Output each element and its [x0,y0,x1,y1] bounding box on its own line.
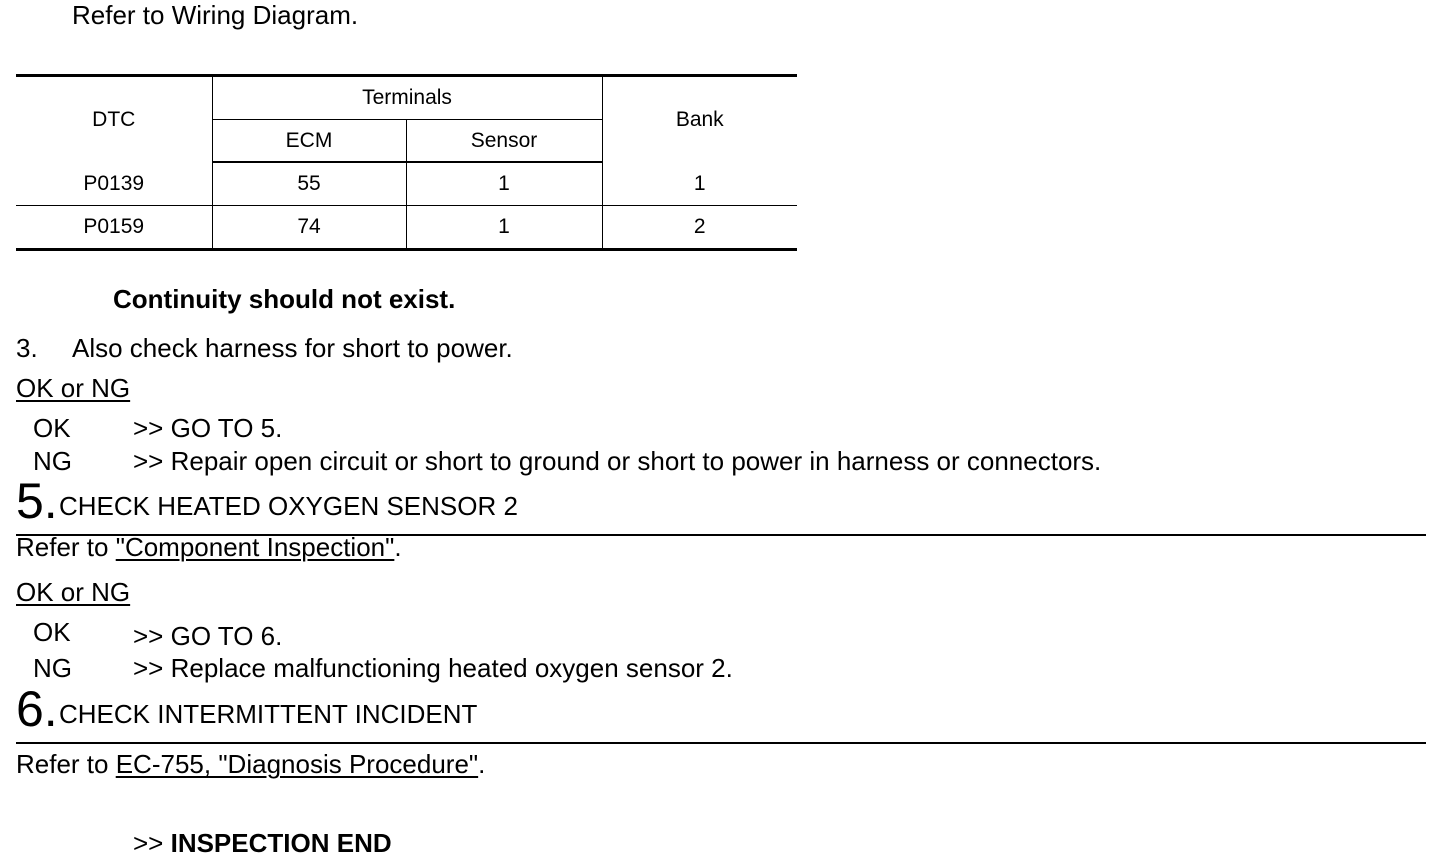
cell-dtc: P0159 [16,206,212,250]
step6-divider [16,742,1426,744]
header-dtc: DTC [16,76,212,163]
component-inspection-link[interactable]: "Component Inspection" [115,532,395,562]
table-row [16,162,797,206]
step3-number: 3. [16,333,38,363]
ng-action: >> Replace malfunctioning heated oxygen sensor 2. [133,653,733,683]
cell-sensor: 1 [406,162,602,206]
ng-action: >> Repair open circuit or short to ground or short to power in harness or connectors. [133,446,1102,476]
ok-or-ng-heading: OK or NG [16,373,131,403]
ok-action: >> GO TO 5. [133,413,283,443]
step3-text: Also check harness for short to power. [72,333,513,363]
ng-label: NG [33,653,72,683]
step5-refer [16,534,402,560]
cell-sensor: 1 [406,206,602,250]
step5-refer-prefix: Refer to [16,532,116,562]
cell-bank: 2 [602,206,797,250]
table-row [16,206,797,250]
dtc-terminal-table [16,74,797,251]
ok-or-ng-heading: OK or NG [16,577,131,607]
step6-number: 6. [16,681,58,737]
step6-refer [16,751,485,777]
ok-label: OK [33,617,71,647]
step5-title: CHECK HEATED OXYGEN SENSOR 2 [59,491,518,521]
diagnosis-procedure-link[interactable]: EC-755, "Diagnosis Procedure" [115,749,479,779]
header-sensor: Sensor [406,120,602,163]
cell-bank: 1 [602,162,797,206]
ok-label: OK [33,413,71,443]
ng-label: NG [33,446,72,476]
header-bank: Bank [602,76,797,163]
end-text: INSPECTION END [170,828,392,858]
inspection-end [133,830,392,856]
step5-refer-suffix: . [394,532,402,562]
step5-number: 5. [16,473,58,529]
step6-title: CHECK INTERMITTENT INCIDENT [59,699,478,729]
cell-ecm: 55 [212,162,406,206]
continuity-note: Continuity should not exist. [113,284,456,314]
ok-action: >> GO TO 6. [133,621,283,651]
end-arrow: >> [133,828,171,858]
refer-wiring-text: Refer to Wiring Diagram. [72,0,359,30]
cell-dtc: P0139 [16,162,212,206]
step6-refer-prefix: Refer to [16,749,116,779]
header-terminals: Terminals [212,76,602,120]
cell-ecm: 74 [212,206,406,250]
header-ecm: ECM [212,120,406,163]
step6-refer-suffix: . [478,749,486,779]
